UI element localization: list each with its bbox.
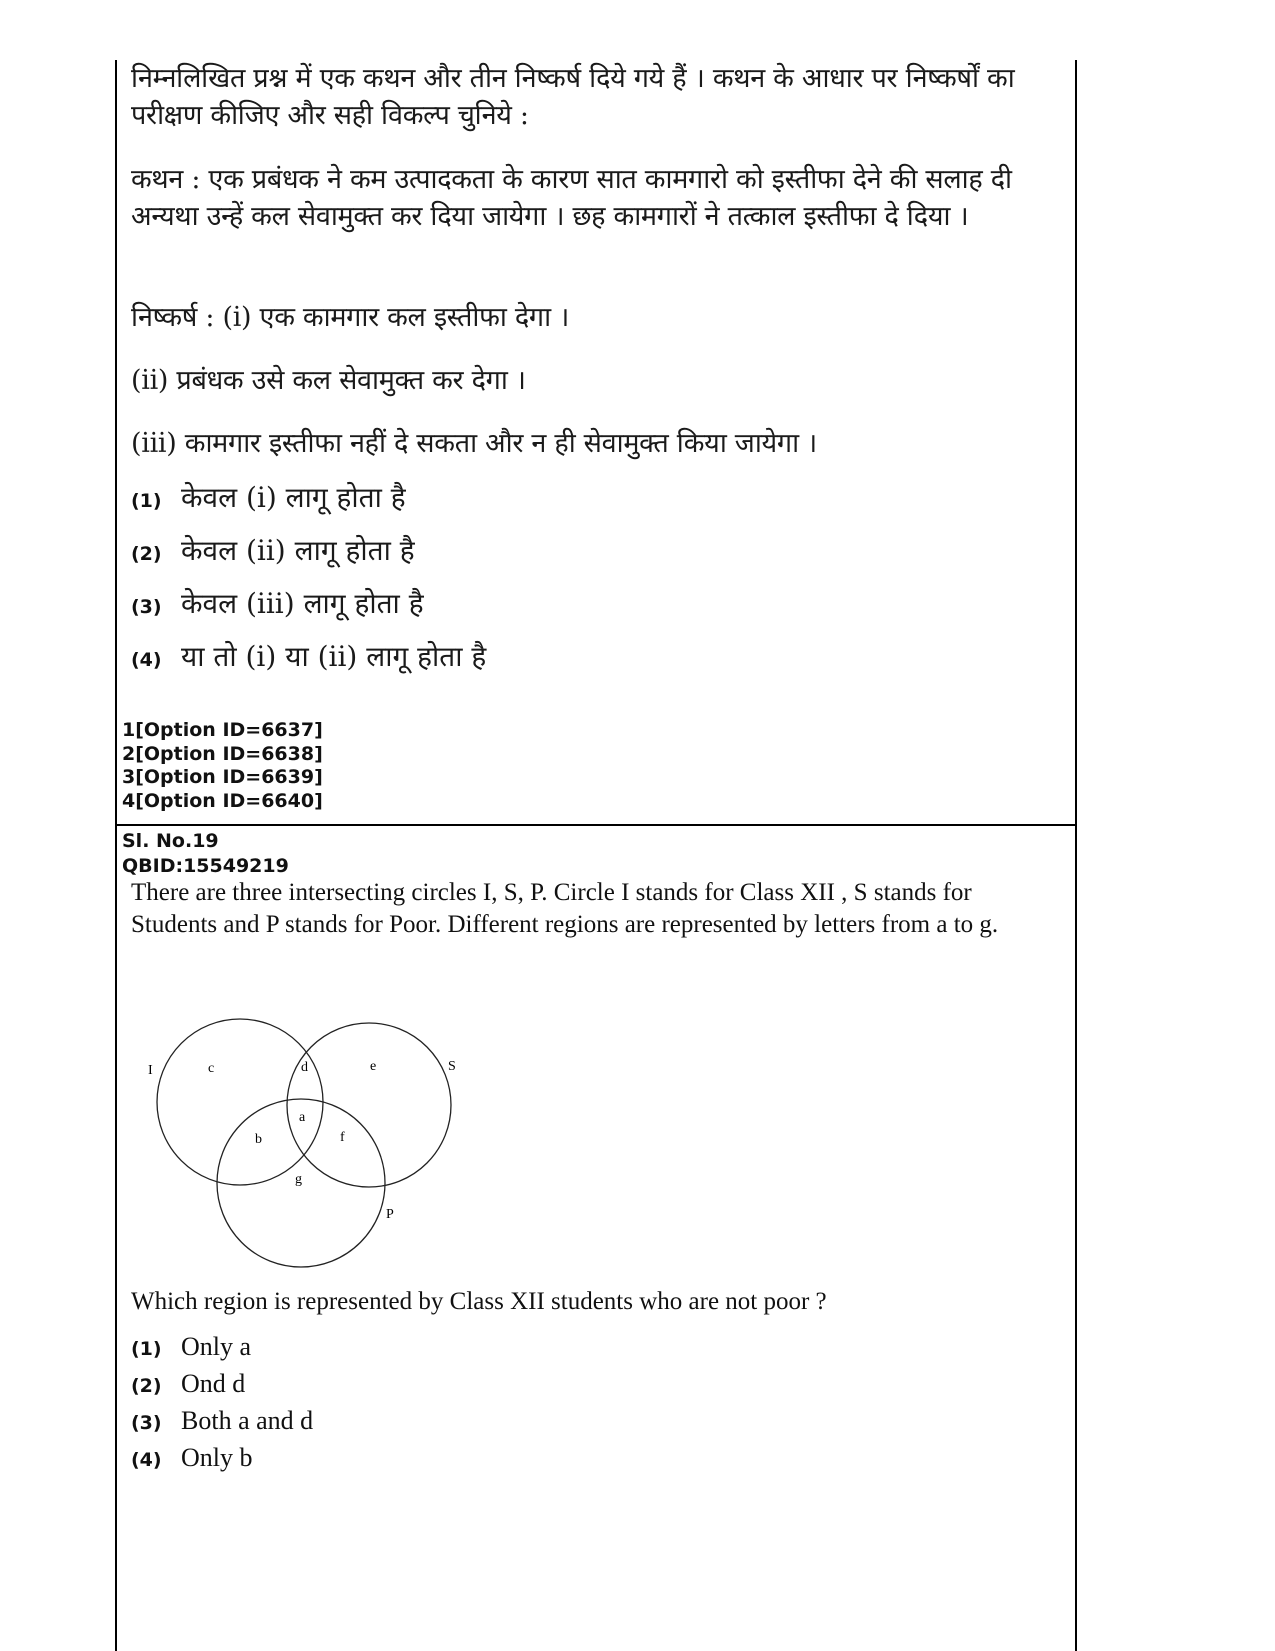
qbid: QBID:15549219 bbox=[122, 855, 289, 877]
option-text: या तो (i) या (ii) लागू होता है bbox=[181, 640, 487, 673]
region-e: e bbox=[370, 1059, 377, 1074]
region-d: d bbox=[301, 1060, 308, 1075]
q18-conclusion-2: (ii) प्रबंधक उसे कल सेवामुक्त कर देगा । bbox=[131, 365, 526, 396]
option-number: (2) bbox=[131, 543, 162, 565]
q18-option-3 bbox=[131, 584, 424, 622]
label-s: S bbox=[448, 1059, 456, 1074]
venn-diagram bbox=[140, 1010, 480, 1280]
option-id: 1[Option ID=6637] bbox=[122, 719, 323, 741]
question-divider bbox=[115, 824, 1077, 826]
region-f: f bbox=[340, 1130, 345, 1145]
option-id: 4[Option ID=6640] bbox=[122, 789, 323, 812]
q19-question: Which region is represented by Class XII students who are not poor ? bbox=[131, 1288, 827, 1315]
q19-option-4 bbox=[131, 1443, 253, 1473]
option-number: (2) bbox=[131, 1375, 162, 1397]
region-g: g bbox=[295, 1172, 302, 1187]
label-i: I bbox=[148, 1063, 153, 1078]
q18-statement: कथन : एक प्रबंधक ने कम उत्पादकता के कारण सात कामगारो को इस्तीफा देने की सलाह दी अन्यथा उन्हें कल सेवामुक्त कर दिया जायेगा । छह कामगारों ने तत्काल इस्तीफा दे दिया । bbox=[131, 164, 1012, 232]
region-b: b bbox=[255, 1132, 262, 1147]
option-number: (3) bbox=[131, 596, 162, 618]
option-number: (4) bbox=[131, 649, 162, 671]
option-text: केवल (iii) लागू होता है bbox=[181, 587, 424, 620]
option-text: Only a bbox=[181, 1332, 252, 1361]
q19-option-3 bbox=[131, 1406, 313, 1436]
q18-option-2 bbox=[131, 531, 415, 569]
option-number: (1) bbox=[131, 490, 162, 512]
q19-option-2 bbox=[131, 1369, 245, 1399]
q18-conclusion-3: (iii) कामगार इस्तीफा नहीं दे सकता और न ही सेवामुक्त किया जायेगा । bbox=[131, 428, 817, 459]
option-text: Both a and d bbox=[181, 1406, 314, 1435]
q19-intro: There are three intersecting circles I, S, P. Circle I stands for Class XII , S stands for Students and P stands for Poor. Different regions are represented by letters from a to g. bbox=[131, 879, 999, 938]
option-text: केवल (i) लागू होता है bbox=[181, 481, 406, 514]
option-id: 2[Option ID=6638] bbox=[122, 742, 323, 765]
q18-conclusion-1: निष्कर्ष : (i) एक कामगार कल इस्तीफा देगा । bbox=[131, 302, 570, 333]
region-a: a bbox=[299, 1110, 306, 1125]
option-text: Ond d bbox=[181, 1369, 246, 1398]
option-number: (3) bbox=[131, 1412, 162, 1434]
option-number: (4) bbox=[131, 1449, 162, 1471]
label-p: P bbox=[386, 1207, 394, 1222]
region-c: c bbox=[208, 1061, 215, 1076]
q19-option-1 bbox=[131, 1332, 251, 1362]
q18-option-4 bbox=[131, 637, 486, 675]
q19-meta bbox=[122, 829, 289, 879]
q18-instruction: निम्नलिखित प्रश्न में एक कथन और तीन निष्कर्ष दिये गये हैं । कथन के आधार पर निष्कर्षों का परीक्षण कीजिए और सही विकल्प चुनिये : bbox=[131, 63, 1015, 131]
q18-option-1 bbox=[131, 478, 406, 516]
circle-i bbox=[157, 1019, 323, 1185]
option-id: 3[Option ID=6639] bbox=[122, 766, 323, 788]
option-number: (1) bbox=[131, 1338, 162, 1360]
option-text: केवल (ii) लागू होता है bbox=[181, 534, 415, 567]
circle-s bbox=[287, 1023, 451, 1187]
serial-number: Sl. No.19 bbox=[122, 830, 219, 852]
q18-option-ids bbox=[122, 719, 323, 813]
option-text: Only b bbox=[181, 1443, 253, 1472]
